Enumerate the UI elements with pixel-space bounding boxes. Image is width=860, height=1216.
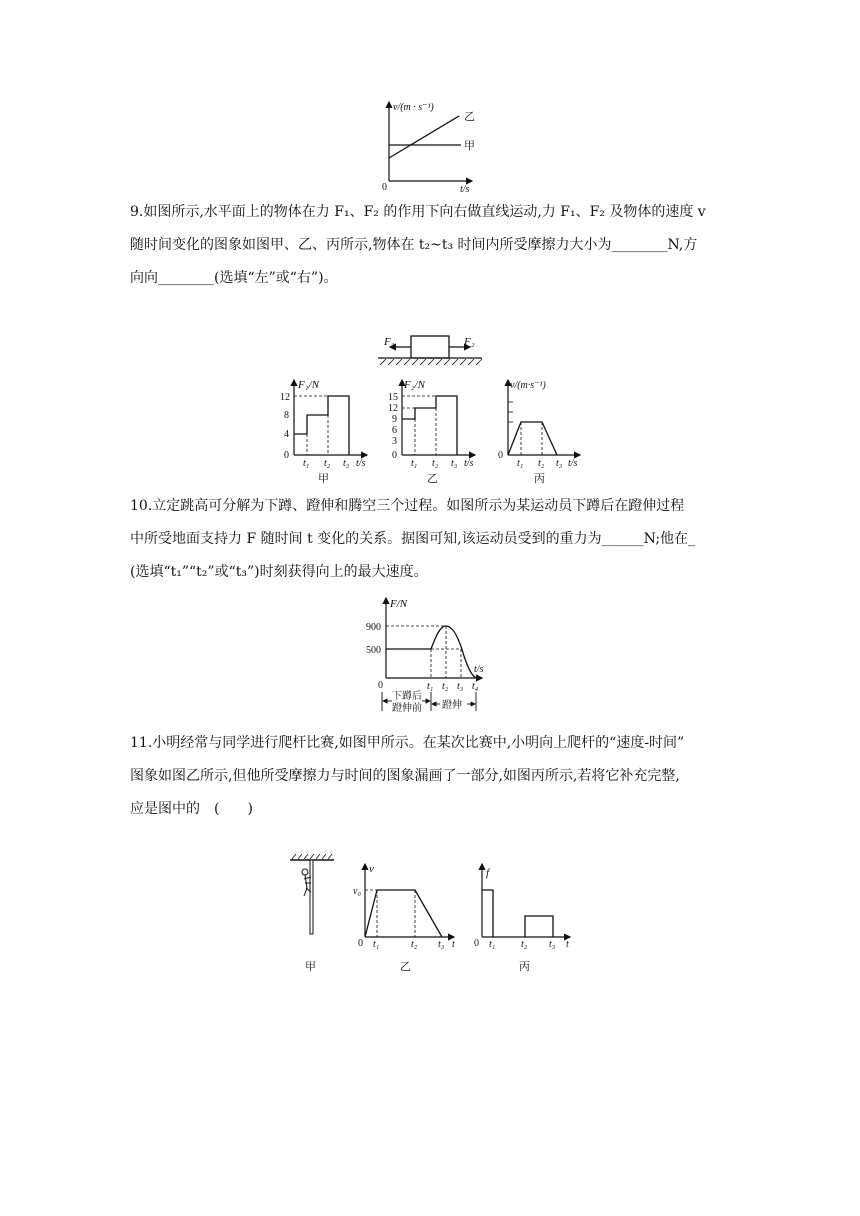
graph-jia-y-label: F₁/N (298, 379, 319, 391)
question-9 (130, 196, 730, 295)
graph-friction-segment-1 (482, 890, 493, 937)
xtick-t2: t₂ (442, 681, 449, 692)
graph-yi-xtick-t1: t₁ (411, 458, 418, 469)
graph-jia-ytick-4: 4 (284, 429, 289, 440)
graph-yi-data-line (402, 396, 457, 455)
force-velocity-graphs (272, 374, 592, 486)
graph-jia-ytick-8: 8 (284, 410, 289, 421)
graph-velocity-xtick-t1: t₁ (373, 939, 380, 950)
graph-bing-y-label: v/(m·s⁻¹) (510, 380, 546, 391)
graph-friction-xtick-t3: t₃ (549, 939, 556, 950)
line-yi (389, 116, 459, 158)
phase-1-label-bottom: 蹬伸前 (392, 703, 422, 714)
graph-jia-ytick-0: 0 (284, 450, 289, 461)
question-9-line-1: 9.如图所示,水平面上的物体在力 F₁、F₂ 的作用下向右做直线运动,力 F₁、F₂ 及物体的速度 v (130, 204, 706, 220)
graph-bing-xtick-t3: t₃ (556, 458, 563, 469)
graph-yi-caption: 乙 (427, 473, 438, 485)
question-10-line-2: 中所受地面支持力 F 随时间 t 变化的关系。据图可知,该运动员受到的重力为______N;他在_ (130, 531, 696, 547)
question-11-line-3: 应是图中的 ( ) (130, 801, 253, 817)
graph-friction-y-label: f (486, 867, 490, 879)
question-9-line-2: 随时间变化的图象如图甲、乙、丙所示,物体在 t₂~t₃ 时间内所受摩擦力大小为________N,方 (130, 237, 698, 253)
question-11 (130, 727, 730, 826)
graph-velocity-y-label: v (369, 863, 374, 875)
graph-yi-ytick-6: 6 (392, 425, 397, 436)
x-axis-label: t/s (474, 664, 484, 675)
question-9-line-3: 向向________(选填“左”或“右”)。 (130, 270, 338, 286)
graph-velocity-x-label: t (452, 939, 455, 950)
ytick-500: 500 (366, 645, 381, 656)
graph-yi-x-label: t/s (464, 458, 474, 469)
velocity-time-graph (360, 98, 500, 194)
graph-bing-ytick-0: 0 (498, 450, 503, 461)
graph-yi-ytick-12: 12 (388, 403, 398, 414)
graph-yi-xtick-t3: t₃ (451, 458, 458, 469)
force-f1-label: F₁ (384, 336, 395, 348)
graph-velocity-xtick-t2: t₂ (411, 939, 418, 950)
graph-yi-xtick-t2: t₂ (432, 458, 439, 469)
graph-jia (280, 379, 367, 485)
graph-jia-data-line (294, 396, 349, 455)
origin-label: 0 (382, 182, 387, 193)
graph-bing (498, 380, 580, 485)
graph-bing-data-line (508, 422, 557, 455)
climber-head (302, 869, 308, 875)
phase-2-label: 蹬伸 (442, 700, 462, 711)
graph-friction-caption: 丙 (519, 961, 530, 973)
block (411, 336, 449, 358)
graph-friction-segment-3 (525, 916, 553, 937)
pole-climbing-figures (280, 852, 580, 978)
graph-yi-ytick-0: 0 (392, 450, 397, 461)
graph-bing-caption: 丙 (534, 473, 545, 485)
climber-illustration (290, 854, 334, 973)
graph-velocity (353, 863, 455, 973)
xtick-t4: t₄ (472, 681, 479, 692)
caption-jia: 甲 (305, 961, 316, 973)
graph-jia-xtick-t3: t₃ (343, 458, 350, 469)
graph-jia-xtick-t2: t₂ (324, 458, 331, 469)
graph-bing-xtick-t1: t₁ (517, 458, 524, 469)
phase-1-label-top: 下蹲后 (392, 691, 422, 702)
xtick-t1: t₁ (427, 681, 434, 692)
graph-velocity-ytick-v0: v₀ (353, 886, 361, 897)
ytick-900: 900 (366, 622, 381, 633)
y-axis-label: F/N (390, 598, 408, 610)
graph-jia-x-label: t/s (356, 458, 366, 469)
line-yi-label: 乙 (464, 111, 475, 123)
graph-yi (388, 379, 475, 485)
line-jia-label: 甲 (464, 140, 475, 152)
graph-yi-ytick-3: 3 (392, 436, 397, 447)
graph-velocity-origin: 0 (358, 938, 363, 949)
y-axis-label: v/(m · s⁻¹) (393, 102, 434, 113)
question-11-line-1: 11.小明经常与同学进行爬杆比赛,如图甲所示。在某次比赛中,小明向上爬杆的“速度-时间” (130, 735, 685, 751)
pole (310, 860, 313, 934)
graph-yi-ytick-15: 15 (388, 392, 398, 403)
ground-hatching (380, 359, 482, 365)
graph-velocity-xtick-t3: t₃ (438, 939, 445, 950)
graph-jia-ytick-12: 12 (280, 392, 290, 403)
question-11-line-2: 图象如图乙所示,但他所受摩擦力与时间的图象漏画了一部分,如图丙所示,若将它补充完整, (130, 768, 680, 784)
xtick-t3: t₃ (457, 681, 464, 692)
graph-yi-y-label: F₂/N (404, 379, 425, 391)
force-f2-label: F₂ (464, 336, 475, 348)
graph-yi-ytick-9: 9 (392, 414, 397, 425)
graph-bing-x-label: t/s (568, 458, 578, 469)
graph-jia-xtick-t1: t₁ (303, 458, 310, 469)
block-force-diagram (378, 332, 488, 372)
graph-friction-xtick-t1: t₁ (489, 939, 496, 950)
graph-velocity-data-line (365, 890, 442, 937)
graph-friction-origin: 0 (474, 938, 479, 949)
graph-friction-x-label: t (566, 939, 569, 950)
support-force-graph (356, 594, 506, 714)
graph-friction-xtick-t2: t₂ (521, 939, 528, 950)
graph-bing-xtick-t2: t₂ (538, 458, 545, 469)
question-10-line-3: (选填“t₁”“t₂”或“t₃”)时刻获得向上的最大速度。 (130, 564, 428, 580)
graph-jia-caption: 甲 (318, 473, 329, 485)
question-10 (130, 490, 730, 589)
graph-friction (474, 864, 570, 973)
x-axis-label: t/s (460, 184, 470, 195)
ytick-0: 0 (378, 680, 383, 691)
question-10-line-1: 10.立定跳高可分解为下蹲、蹬伸和腾空三个过程。如图所示为某运动员下蹲后在蹬伸过程 (130, 498, 685, 514)
graph-velocity-caption: 乙 (400, 961, 411, 973)
